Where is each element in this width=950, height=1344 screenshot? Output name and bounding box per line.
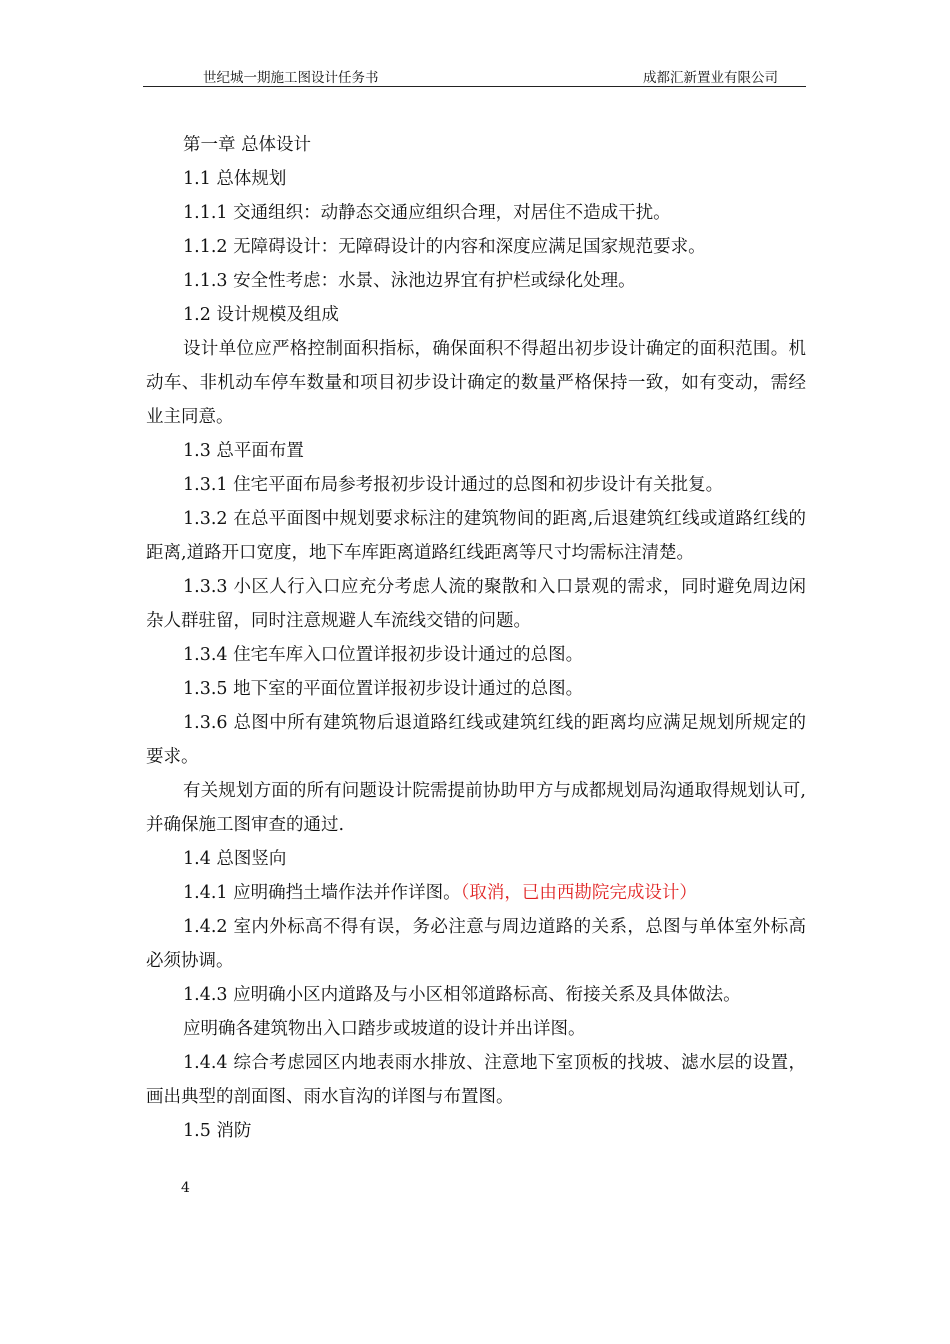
section-heading: 1.3 总平面布置	[183, 441, 304, 461]
paragraph: 1.3.4 住宅车库入口位置详报初步设计通过的总图。	[183, 645, 584, 665]
paragraph: 1.3.5 地下室的平面位置详报初步设计通过的总图。	[183, 679, 584, 699]
paragraph: 1.4.3 应明确小区内道路及与小区相邻道路标高、衔接关系及具体做法。	[183, 985, 741, 1005]
paragraph: 1.1.2 无障碍设计：无障碍设计的内容和深度应满足国家规范要求。	[183, 237, 706, 257]
document-body	[146, 128, 806, 1148]
paragraph-text: 1.4.1 应明确挡土墙作法并作详图。	[183, 883, 461, 903]
paragraph: 1.4.2 室内外标高不得有误，务必注意与周边道路的关系，总图与单体室外标高必须协调。	[146, 917, 806, 971]
paragraph: 1.3.2 在总平面图中规划要求标注的建筑物间的距离,后退建筑红线或道路红线的距离,道路开口宽度，地下车库距离道路红线距离等尺寸均需标注清楚。	[146, 509, 806, 563]
paragraph: 1.1.3 安全性考虑：水景、泳池边界宜有护栏或绿化处理。	[183, 271, 636, 291]
paragraph: 1.3.3 小区人行入口应充分考虑人流的聚散和入口景观的需求，同时避免周边闲杂人群驻留，同时注意规避人车流线交错的问题。	[146, 577, 806, 631]
header-document-title: 世纪城一期施工图设计任务书	[203, 70, 379, 86]
section-heading: 1.1 总体规划	[183, 169, 287, 189]
paragraph	[146, 876, 806, 910]
paragraph: 1.3.6 总图中所有建筑物后退道路红线或建筑红线的距离均应满足规划所规定的要求。	[146, 713, 806, 767]
section-heading: 1.4 总图竖向	[183, 849, 287, 869]
page-number: 4	[181, 1180, 190, 1196]
cancellation-note: （取消，已由西勘院完成设计）	[460, 883, 697, 903]
page-header	[143, 62, 806, 87]
paragraph: 设计单位应严格控制面积指标，确保面积不得超出初步设计确定的面积范围。机动车、非机动车停车数量和项目初步设计确定的数量严格保持一致，如有变动，需经业主同意。	[146, 339, 806, 427]
header-company-name: 成都汇新置业有限公司	[643, 70, 778, 86]
paragraph: 应明确各建筑物出入口踏步或坡道的设计并出详图。	[183, 1019, 586, 1039]
paragraph: 1.4.4 综合考虑园区内地表雨水排放、注意地下室顶板的找坡、滤水层的设置，画出典型的剖面图、雨水盲沟的详图与布置图。	[146, 1053, 806, 1107]
paragraph: 有关规划方面的所有问题设计院需提前协助甲方与成都规划局沟通取得规划认可,并确保施工图审查的通过.	[146, 781, 806, 835]
chapter-heading: 第一章 总体设计	[183, 135, 312, 155]
section-heading: 1.2 设计规模及组成	[183, 305, 339, 325]
section-heading: 1.5 消防	[183, 1121, 252, 1141]
paragraph: 1.3.1 住宅平面布局参考报初步设计通过的总图和初步设计有关批复。	[183, 475, 724, 495]
paragraph: 1.1.1 交通组织：动静态交通应组织合理，对居住不造成干扰。	[183, 203, 671, 223]
